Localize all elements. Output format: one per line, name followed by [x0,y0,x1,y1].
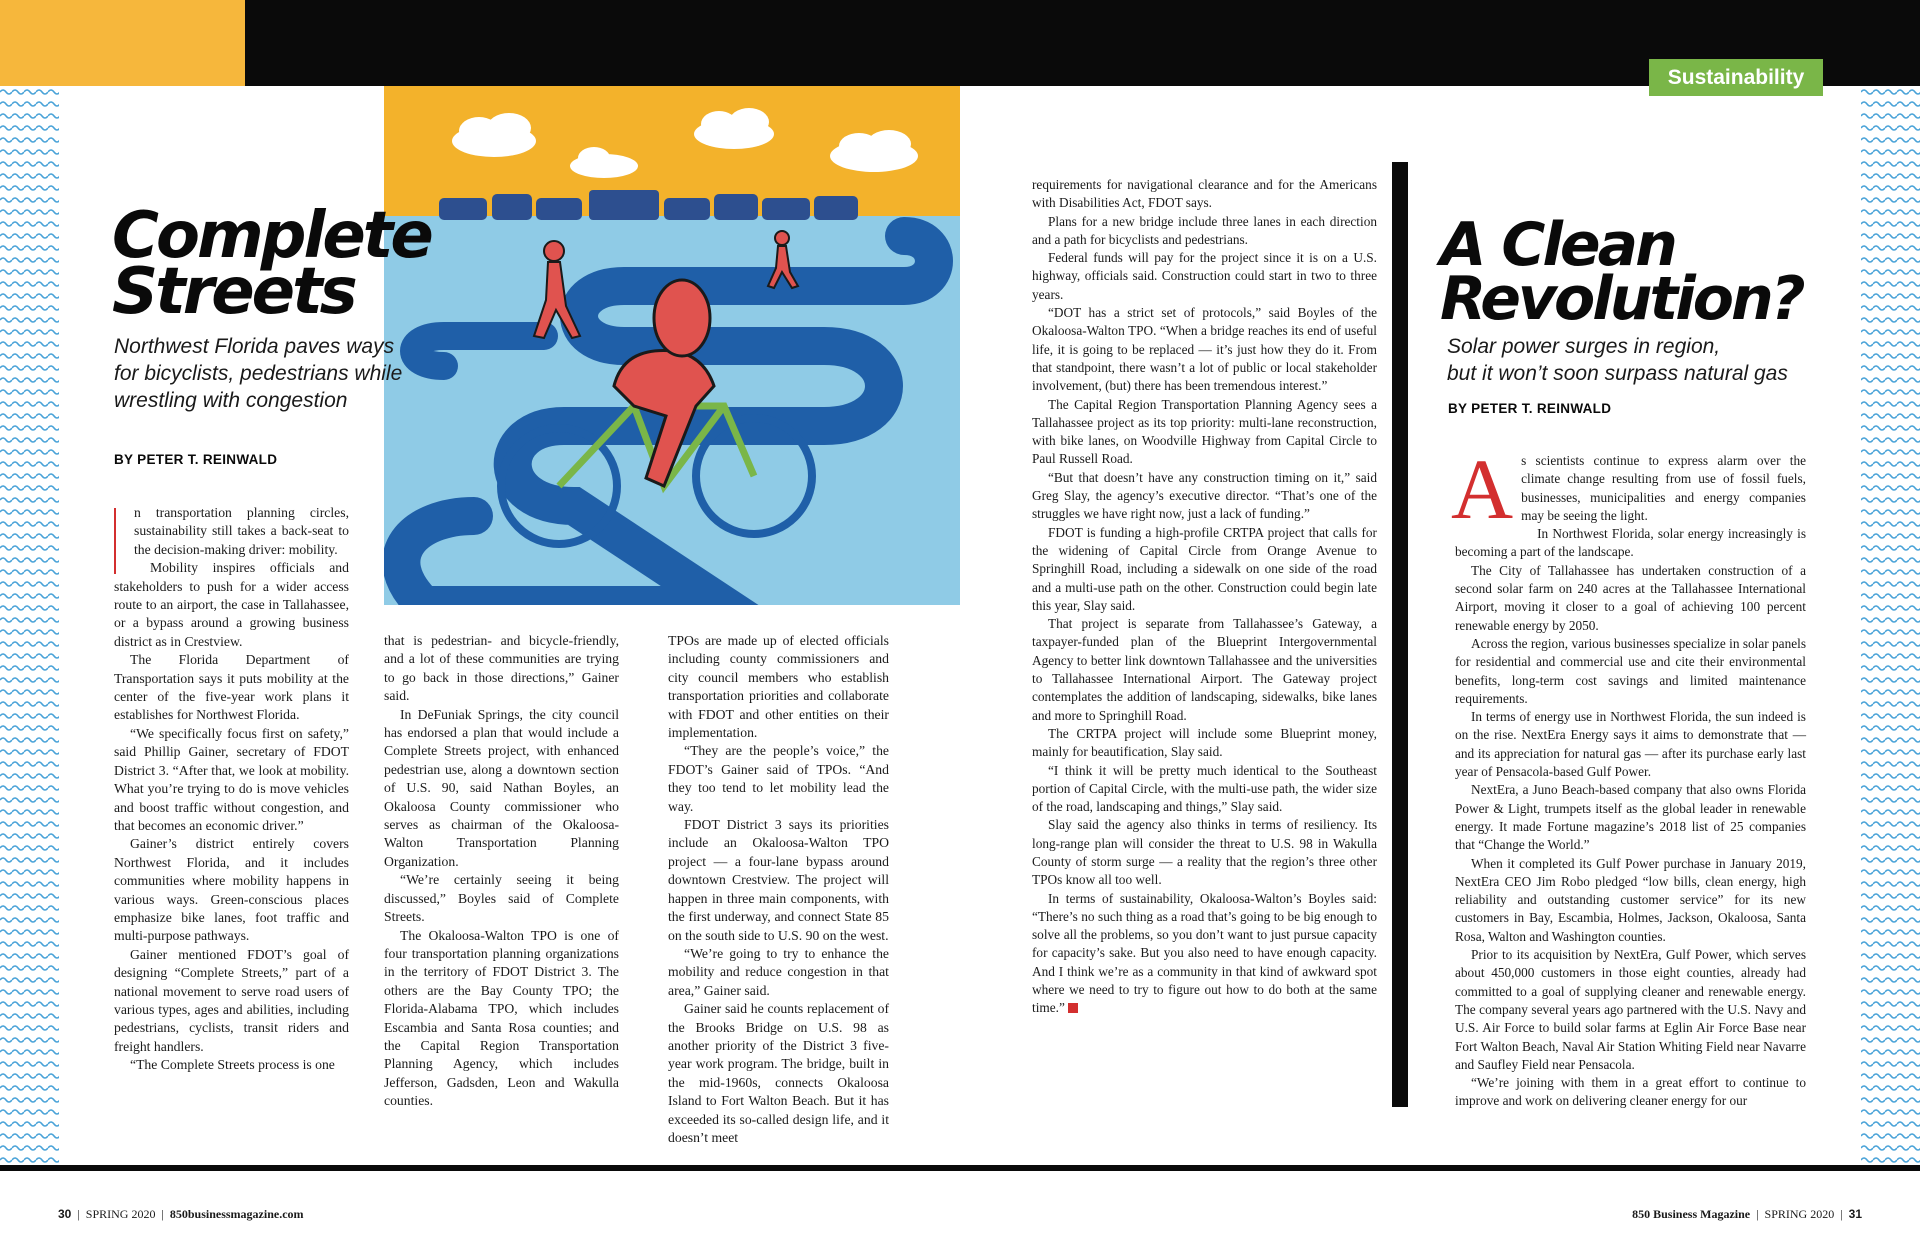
left-col1-para: Gainer’s district entirely covers Northwest Florida, and it includes communities where mobility happens in various ways. Green-conscious places emphasize bike lanes, foot traffic and multi-purpose pathways. [114,836,349,944]
right-byline: BY PETER T. REINWALD [1448,401,1612,416]
left-col4-para: Plans for a new bridge include three lanes in each direction and a path for bicyclists and pedestrians. [1032,213,1377,247]
dropcap-bar [114,508,124,574]
left-col2-para: that is pedestrian- and bicycle-friendly, and a lot of these communities are trying to go back in those directions,” Gainer said. [384,633,619,704]
right-col-para: When it completed its Gulf Power purchase in January 2019, NextEra CEO Jim Robo pledged “low bills, clean energy, high reliability and outstanding customer service” for its new customers in Bay, Escambia, Holmes, Jackson, Okaloosa, Santa Rosa, Walton and Washington counties. [1455,855,1806,944]
left-col3-para: FDOT District 3 says its priorities include an Okaloosa-Walton TPO project — a four-lane bypass around downtown Crestview. The project will happen in three main components, with the first underway, and connect State 85 on the south side to U.S. 90 on the west. [668,817,889,943]
right-col-para: Across the region, various businesses specialize in solar panels for residential and commercial use and cite their environmental benefits, long-term cost savings and limited maintenance requirements. [1455,635,1806,706]
left-col1-para: Mobility inspires officials and stakeholders to push for a wider access route to an airport, the case in Tallahassee, or a bypass around a growing business district as in Crestview. [114,560,349,649]
right-headline [1440,210,1803,334]
left-col1-para: “The Complete Streets process is one [130,1057,335,1073]
right-column [1451,441,1806,1111]
left-col4-para: “I think it will be pretty much identical to the Southeast portion of Capital Circle, with the multi-use path, the wider size of the road, landscaping and things,” Slay said. [1032,762,1377,815]
right-deck-line1: Solar power surges in region, [1447,335,1721,358]
wave-border-left [0,86,59,1165]
left-issue: SPRING 2020 [85,1207,156,1221]
right-col-para: “We’re joining with them in a great effort to continue to improve and work on delivering cleaner energy for our [1455,1075,1806,1109]
divider-bar [1392,162,1408,1107]
right-headline-line2: Revolution? [1440,264,1803,334]
right-magazine: 850 Business Magazine [1632,1207,1751,1221]
top-band [0,0,1920,86]
left-col3-para: Gainer said he counts replacement of the Brooks Bridge on U.S. 98 as another priority of the District 3 five-year work program. The bridge, built in the mid-1960s, connects Okaloosa Island to Fort Walton Beach. But it has exceeded its so-called design life, and it doesn’t meet [668,1001,889,1145]
left-byline: BY PETER T. REINWALD [114,452,278,467]
left-column-4 [1032,176,1377,1018]
right-col-para: NextEra, a Juno Beach-based company that also owns Florida Power & Light, trumpets itself as the global leader in renewable energy. It made Fortune magazine’s 2018 list of 25 companies that “Change the World.” [1455,782,1806,853]
left-col2-para: The Okaloosa-Walton TPO is one of four transportation planning organizations in the territory of FDOT District 3. The others are the Bay County TPO; the Florida-Alabama TPO, which includes Escambia and Santa Rosa counties; and the Capital Region Transportation Planning Agency, which includes Jefferson, Gadsden, Leon and Wakulla counties. [384,927,619,1109]
left-col1-para: “We specifically focus first on safety,” said Phillip Gainer, secretary of FDOT District 3. “After that, we look at mobility. What you’re trying to do is move vehicles and boost traffic without congestion, and that becomes an economic driver.” [114,725,349,833]
left-col4-para: The Capital Region Transportation Planning Agency sees a Tallahassee project as its top priority: multi-lane reconstruction, with bike lanes, on Woodville Highway from Capital Circle to Paul Russell Road. [1032,396,1377,467]
left-col3-para: “They are the people’s voice,” the FDOT’s Gainer said of TPOs. “And they too tend to let mobility lead the way. [668,743,889,814]
right-headline-line1: A Clean [1440,210,1675,280]
left-headline-line1: Complete [112,199,431,273]
left-col4-para: Slay said the agency also thinks in terms of resiliency. Its long-range plan will consider the threat to U.S. 98 in Wakulla County of storm surge — a reality that the region’s three other TPOs know all too well. [1032,817,1377,888]
left-col4-para: “But that doesn’t have any construction timing on it,” said Greg Slay, the agency’s executive director. “That’s one of the struggles we have right now, just a lack of funding.” [1032,469,1377,522]
left-deck: Northwest Florida paves ways for bicyclists, pedestrians while wrestling with congestion [114,335,403,412]
dropcap-letter: A [1451,441,1514,537]
right-col-para: The City of Tallahassee has undertaken construction of a second solar farm on 240 acres at the Tallahassee International Airport, moving it closer to a goal of achieving 100 percent renewable energy by 2050. [1455,562,1806,633]
right-col-para: In Northwest Florida, solar energy increasingly is becoming a part of the landscape. [1455,526,1806,560]
left-col4-para: That project is separate from Tallahassee’s Gateway, a taxpayer-funded plan of the Blueprint Intergovernmental Agency to better link downtown Tallahassee and the universities to Tallahassee International Airport. The Gateway project contemplates the addition of landscaping, sidewalks, bike lanes and more to Springhill Road. [1032,616,1377,723]
left-headline-line2: Streets [112,255,355,329]
left-col3-para: “We’re going to try to enhance the mobility and reduce congestion in that area,” Gainer said. [668,945,889,998]
left-col1-para: Gainer mentioned FDOT’s goal of designing “Complete Streets,” part of a national movement to serve road users of various types, ages and abilities, including pedestrians, cyclists, transit riders and freight handlers. [114,946,349,1054]
left-column-3 [668,632,889,1147]
left-column-1 [114,504,349,1075]
left-page-number: 30 [58,1207,72,1221]
left-col3-para: TPOs are made up of elected officials including county commissioners and city council members who establish transportation priorities and collaborate with FDOT and other entities on their implementation. [668,633,889,741]
right-issue: SPRING 2020 [1764,1207,1835,1221]
left-site: 850businessmagazine.com [169,1207,304,1221]
section-badge: Sustainability [1649,59,1823,96]
right-col-para: As scientists continue to express alarm over the climate change resulting from use of fossil fuels, businesses, municipalities and energy companies may be seeing the light. [1451,441,1806,537]
left-col4-para: The CRTPA project will include some Blueprint money, mainly for beautification, Slay said. [1032,725,1377,760]
bottom-rule [0,1165,1920,1171]
right-page-number: 31 [1848,1207,1862,1221]
right-col-para: In terms of energy use in Northwest Florida, the sun indeed is on the rise. NextEra Energy says it aims to demonstrate that — and its appreciation for natural gas — after its purchase early last year of Pensacola-based Gulf Power. [1455,709,1806,780]
left-col2-para: In DeFuniak Springs, the city council has endorsed a plan that would include a Complete Streets project, with enhanced pedestrian use, along a downtown section of U.S. 90, said Nathan Boyles, an Okaloosa County commissioner who serves as chairman of the Okaloosa-Walton Transportation Planning Organization. [384,706,619,869]
right-deck-line2: but it won’t soon surpass natural gas [1447,362,1788,385]
right-deck [1447,333,1837,387]
left-col2-para: “We’re certainly seeing it being discussed,” Boyles said of Complete Streets. [384,872,619,925]
left-col1-para: The Florida Department of Transportation says it puts mobility at the center of the five-year work plans it establishes for Northwest Florida. [114,652,349,723]
right-folio: 850 Business Magazine | SPRING 2020 | 31 [1632,1207,1862,1221]
left-col1-para: n transportation planning circles, sustainability still takes a back-seat to the decision-making driver: mobility. [114,504,349,559]
left-col4-para: requirements for navigational clearance and for the Americans with Disabilities Act, FDOT says. [1032,177,1377,211]
right-col-para: Prior to its acquisition by NextEra, Gulf Power, which serves about 450,000 customers in those eight counties, already had committed to a goal of supplying cleaner and renewable energy. The company several years ago partnered with the U.S. Navy and U.S. Air Force to build solar farms at Eglin Air Force Base near Fort Walton Beach, Naval Air Station Whiting Field near Navarre and Saufley Field near Pensacola. [1455,947,1806,1072]
left-folio: 30 | SPRING 2020 | 850businessmagazine.com [58,1207,304,1221]
top-accent-block [0,0,245,86]
end-mark [1068,1003,1078,1013]
left-col4-para: In terms of sustainability, Okaloosa-Walton’s Boyles said: “There’s no such thing as a road that’s going to be big enough to solve all the problems, so you don’t want to just pursue capacity for capacity’s sake. But you also need to have enough capacity. And I think we’re as a community in that kind of awkward spot where we need to try to figure out how to do both at the same time.” [1032,890,1377,1016]
left-column-2 [384,632,619,1111]
cyclist-illustration [384,86,960,605]
left-col4-para: “DOT has a strict set of protocols,” said Boyles of the Okaloosa-Walton TPO. “When a bridge reaches its end of useful life, it is going to be replaced — it’s just how they do it. From that standpoint, there wasn’t a lot of public or local stakeholder involvement, (but) there has been tremendous interest.” [1032,305,1377,394]
left-col4-para: Federal funds will pay for the project since it is on a U.S. highway, officials said. Construction could start in two to three years. [1032,250,1377,302]
left-headline [112,199,431,329]
left-col4-para: FDOT is funding a high-profile CRTPA project that calls for the widening of Capital Circle from Orange Avenue to Springhill Road, including a sidewalk on one side of the road and a multi-use path on the other. Construction could begin late this year, Slay said. [1032,524,1377,613]
wave-border-right [1861,86,1920,1165]
